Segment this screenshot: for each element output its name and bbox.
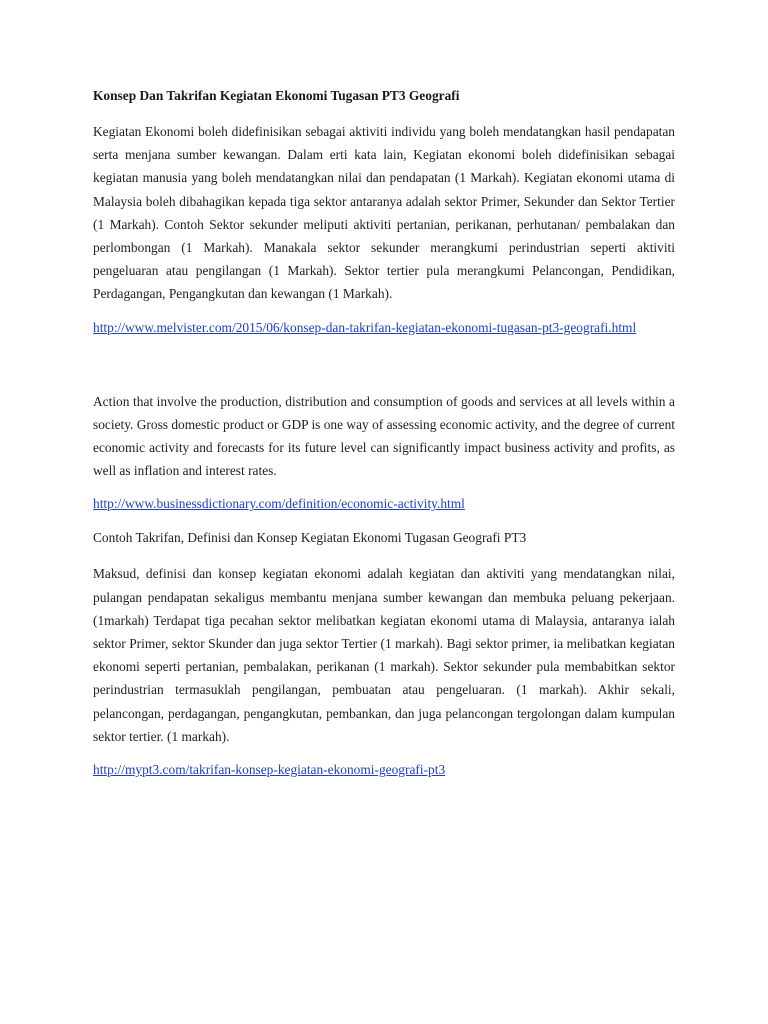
mypt3-link[interactable]: http://mypt3.com/takrifan-konsep-kegiatan-ekonomi-geografi-pt3 (93, 762, 446, 778)
paragraph-maksud-definisi: Maksud, definisi dan konsep kegiatan ekonomi adalah kegiatan dan aktiviti yang mendatangkan nilai, pulangan pendapatan sekaligus membantu menjana sumber kewangan dan membuka peluang pekerjaan. (1markah) Terdapat tiga pecahan sektor melibatkan kegiatan ekonomi utama di Malaysia, antaranya ialah sektor Primer, sektor Skunder dan juga sektor Tertier (1 markah). Bagi sektor primer, ia melibatkan kegiatan ekonomi seperti pertanian, pembalakan, perikanan (1 markah). Sektor sekunder pula membabitkan sektor perindustrian termasuklah pengilangan, pembuatan atau pengeluaran. (1 markah). Akhir sekali, pelancongan, perdagangan, pengangkutan, pembankan, dan juga pelancongan tergolongan dalam kumpulan sektor tertier. (1 markah). (93, 566, 675, 744)
paragraph-kegiatan-ekonomi: Kegiatan Ekonomi boleh didefinisikan sebagai aktiviti individu yang boleh mendatangkan hasil pendapatan serta menjana sumber kewangan. Dalam erti kata lain, Kegiatan ekonomi boleh didefinisikan sebagai kegiatan manusia yang boleh mendatangkan nilai dan pendapatan (1 Markah). Kegiatan ekonomi utama di Malaysia boleh dibahagikan kepada tiga sektor antaranya adalah sektor Primer, Sekunder dan Sektor Tertier (1 Markah). Contoh Sektor sekunder meliputi aktiviti pertanian, perikanan, perhutanan/ pembalakan dan perlombongan (1 Markah). Manakala sektor sekunder merangkumi perindustrian seperti aktiviti pengeluaran atau pengilangan (1 Markah). Sektor tertier pula merangkumi Pelancongan, Pendidikan, Perdagangan, Pengangkutan dan kewangan (1 Markah). (93, 124, 675, 302)
melvister-link[interactable]: http://www.melvister.com/2015/06/konsep-dan-takrifan-kegiatan-ekonomi-tugasan-pt3-geografi.html (93, 319, 637, 335)
businessdictionary-link[interactable]: http://www.businessdictionary.com/definition/economic-activity.html (93, 496, 465, 512)
blank-space (93, 352, 675, 390)
paragraph-economic-activity: Action that involve the production, distribution and consumption of goods and services at all levels within a society. Gross domestic product or GDP is one way of assessing economic activity, and the degree of current economic activity and forecasts for its future level can significantly impact business activity and profits, as well as inflation and interest rates. (93, 393, 675, 479)
document-page (93, 86, 675, 794)
document-title: Konsep Dan Takrifan Kegiatan Ekonomi Tugasan PT3 Geografi (93, 88, 460, 103)
document-subtitle: Contoh Takrifan, Definisi dan Konsep Kegiatan Ekonomi Tugasan Geografi PT3 (93, 530, 527, 546)
